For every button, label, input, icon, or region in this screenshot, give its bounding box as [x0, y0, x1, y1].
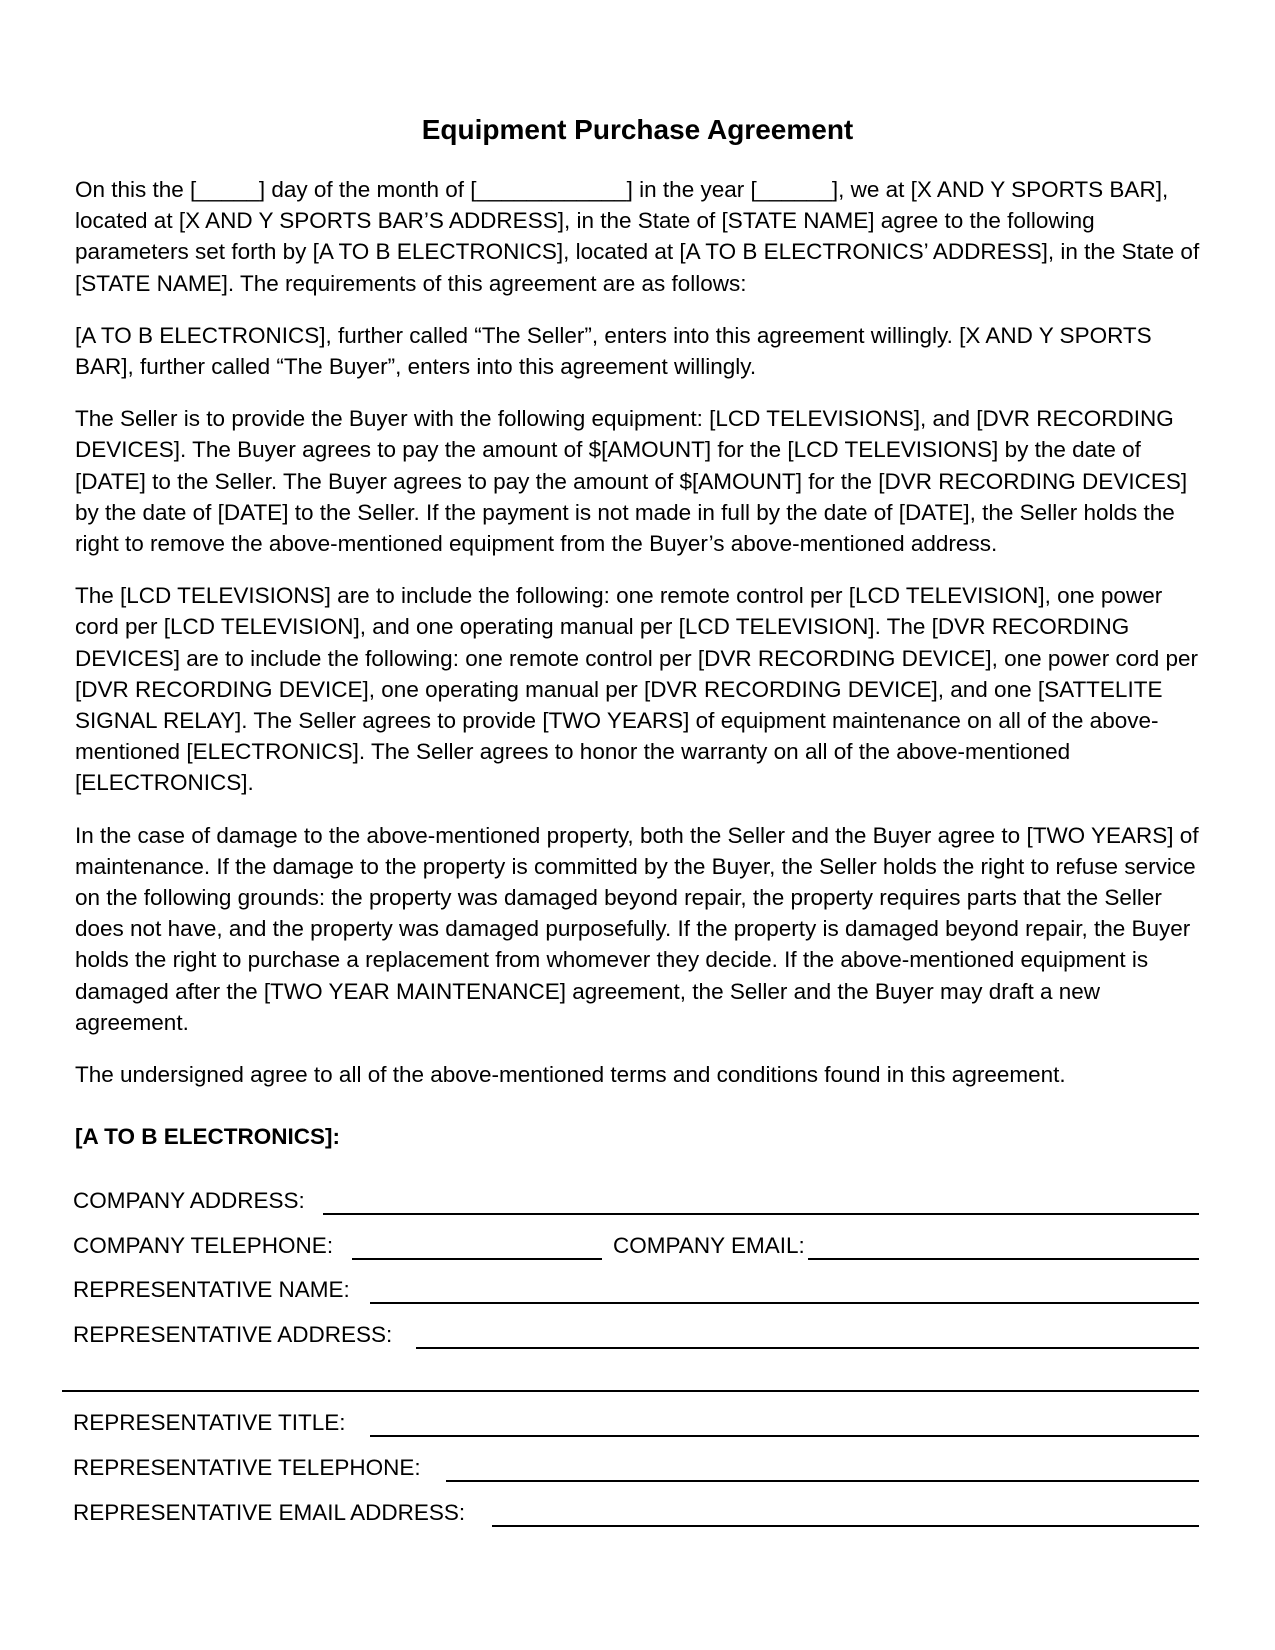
- rep-address-label: REPRESENTATIVE ADDRESS:: [73, 1322, 393, 1347]
- company-email-label: COMPANY EMAIL:: [613, 1233, 805, 1258]
- company-address-label: COMPANY ADDRESS:: [73, 1188, 305, 1213]
- document-title: Equipment Purchase Agreement: [421, 114, 854, 145]
- rep-telephone-label: REPRESENTATIVE TELEPHONE:: [73, 1455, 421, 1480]
- rep-address-line-2[interactable]: [62, 1390, 1199, 1392]
- paragraph-equipment-payment: The Seller is to provide the Buyer with the following equipment: [LCD TELEVISIONS], and [DVR RECORDING DEVICES]. The Buyer agrees to pay the amount of $[AMOUNT] for the [LCD TELEVISIONS] by the date of [DATE] to the Seller. The Buyer agrees to pay the amount of $[AMOUNT] for the [DVR RECORDING DEVICES] by the date of [DATE] to the Seller. If the payment is not made in full by the date of [DATE], the Seller holds the right to remove the above-mentioned equipment from the Buyer’s above-mentioned address.: [75, 406, 1188, 557]
- rep-name-line[interactable]: [370, 1302, 1199, 1304]
- paragraph-inclusions: The [LCD TELEVISIONS] are to include the following: one remote control per [LCD TELEVISION], one power cord per [LCD TELEVISION], and one operating manual per [LCD TELEVISION]. The [DVR RECORDING DEVICES] are to include the following: one remote control per [DVR RECORDING DEVICE], one power cord per [DVR RECORDING DEVICE], one operating manual per [DVR RECORDING DEVICE], and one [SATTELITE SIGNAL RELAY]. The Seller agrees to provide [TWO YEARS] of equipment maintenance on all of the above-mentioned [ELECTRONICS]. The Seller agrees to honor the warranty on all of the above-mentioned [ELECTRONICS].: [75, 583, 1198, 796]
- company-telephone-line[interactable]: [352, 1258, 602, 1260]
- paragraph-parties: On this the [_____] day of the month of [____________] in the year [______], we at [X AND Y SPORTS BAR], located at [X AND Y SPORTS BAR’S ADDRESS], in the State of [STATE NAME] agree to the following parameters set forth by [A TO B ELECTRONICS], located at [A TO B ELECTRONICS’ ADDRESS], in the State of [STATE NAME]. The requirements of this agreement are as follows:: [75, 177, 1200, 296]
- company-telephone-label: COMPANY TELEPHONE:: [73, 1233, 334, 1258]
- rep-title-label: REPRESENTATIVE TITLE:: [73, 1410, 346, 1435]
- paragraph-undersigned: The undersigned agree to all of the above-mentioned terms and conditions found in this agreement.: [75, 1062, 1066, 1088]
- company-address-line[interactable]: [323, 1213, 1199, 1215]
- agreement-body: [75, 174, 1200, 1111]
- rep-address-line[interactable]: [416, 1347, 1199, 1349]
- company-email-line[interactable]: [808, 1258, 1199, 1260]
- rep-email-label: REPRESENTATIVE EMAIL ADDRESS:: [73, 1500, 466, 1525]
- rep-telephone-line[interactable]: [446, 1480, 1199, 1482]
- paragraph-willing: [A TO B ELECTRONICS], further called “The Seller”, enters into this agreement willingly. [X AND Y SPORTS BAR], further called “The Buyer”, enters into this agreement willingly.: [75, 322, 1152, 380]
- rep-email-line[interactable]: [492, 1525, 1199, 1527]
- rep-name-label: REPRESENTATIVE NAME:: [73, 1277, 350, 1302]
- paragraph-damage: In the case of damage to the above-mentioned property, both the Seller and the Buyer agree to [TWO YEARS] of maintenance. If the damage to the property is committed by the Buyer, the Seller holds the right to refuse service on the following grounds: the property was damaged beyond repair, the property requires parts that the Seller does not have, and the property was damaged purposefully. If the property is damaged beyond repair, the Buyer holds the right to purchase a replacement from whomever they decide. If the above-mentioned equipment is damaged after the [TWO YEAR MAINTENANCE] agreement, the Seller and the Buyer may draft a new agreement.: [75, 822, 1199, 1035]
- rep-title-line[interactable]: [370, 1435, 1199, 1437]
- signature-heading: [A TO B ELECTRONICS]:: [75, 1124, 340, 1149]
